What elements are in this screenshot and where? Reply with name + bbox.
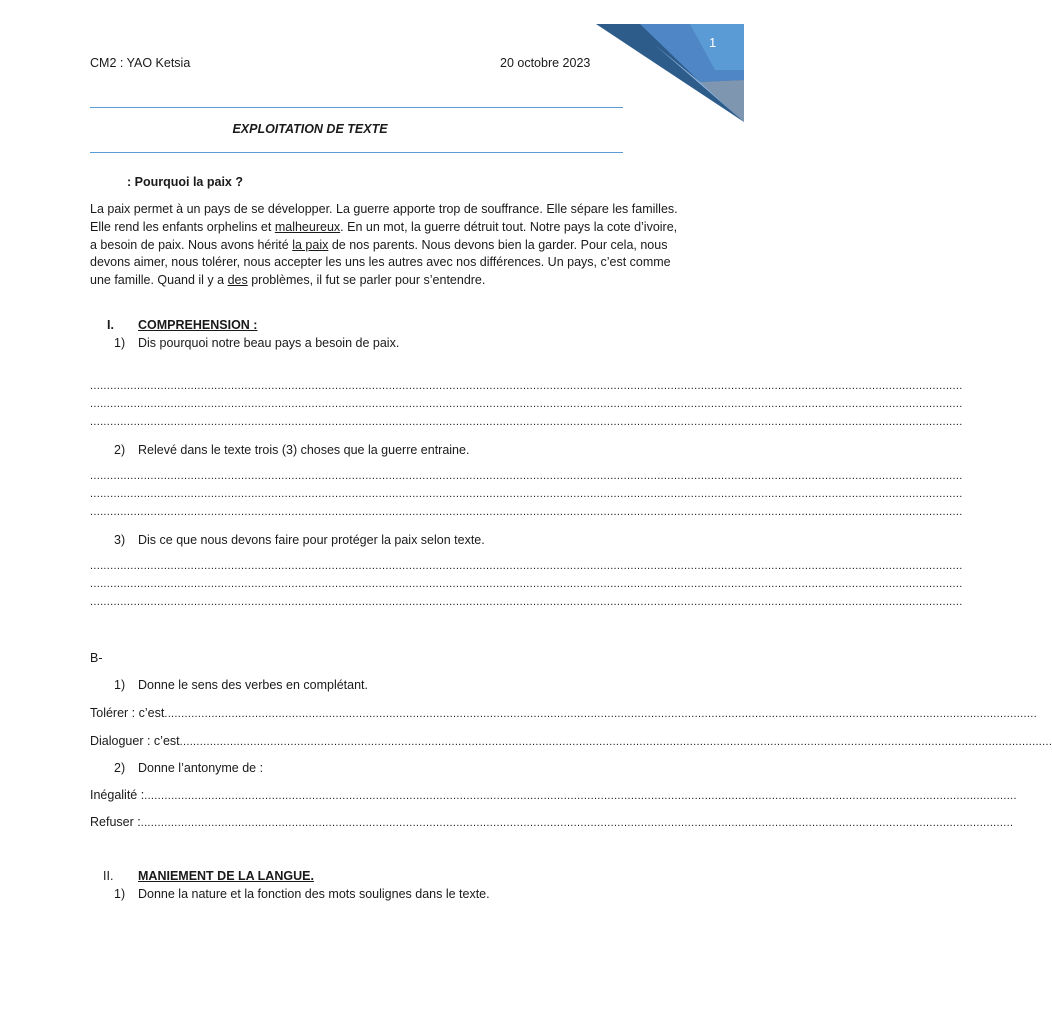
section-1-numeral: I. xyxy=(107,318,114,332)
question-number: 1) xyxy=(114,678,126,692)
question-number: 2) xyxy=(114,761,126,775)
refuser-answer-line[interactable]: Refuser :.................................................................................................................................................................................................................................................................... xyxy=(90,815,1014,829)
question-number: 1) xyxy=(114,887,126,901)
question-number: 1) xyxy=(114,336,126,350)
section-b-label: B- xyxy=(90,651,103,665)
question-text: Donne le sens des verbes en complétant. xyxy=(138,678,368,692)
answer-line[interactable]: .................................................................................................................................................................................................................................................................... xyxy=(90,470,963,482)
date-label: 20 octobre 2023 xyxy=(500,56,591,70)
question-text: Donne l’antonyme de : xyxy=(138,761,264,775)
question-number: 2) xyxy=(114,443,126,457)
question-text: Relevé dans le texte trois (3) choses que la guerre entraine. xyxy=(138,443,470,457)
title-rule-bottom xyxy=(90,152,623,153)
dialoguer-answer-line[interactable]: Dialoguer : c’est.................................................................................................................................................................................................................................................................... xyxy=(90,734,1052,748)
underlined-word-malheureux: malheureux xyxy=(274,219,341,234)
answer-line[interactable]: .................................................................................................................................................................................................................................................................... xyxy=(90,416,963,428)
answer-line[interactable]: .................................................................................................................................................................................................................................................................... xyxy=(90,506,963,518)
underlined-word-la-paix: la paix xyxy=(292,237,329,252)
answer-line[interactable]: .................................................................................................................................................................................................................................................................... xyxy=(90,380,963,392)
answer-line[interactable]: .................................................................................................................................................................................................................................................................... xyxy=(90,398,963,410)
inegalite-answer-line[interactable]: Inégalité :.................................................................................................................................................................................................................................................................... xyxy=(90,788,1017,802)
section-1-heading: COMPREHENSION : xyxy=(138,318,258,332)
text-title: : Pourquoi la paix ? xyxy=(127,175,243,189)
answer-line[interactable]: .................................................................................................................................................................................................................................................................... xyxy=(90,596,963,608)
title-rule-top xyxy=(90,107,623,108)
question-number: 3) xyxy=(114,533,126,547)
section-2-heading: MANIEMENT DE LA LANGUE. xyxy=(138,869,314,883)
question-text: Dis ce que nous devons faire pour protéger la paix selon texte. xyxy=(138,533,485,547)
answer-line[interactable]: .................................................................................................................................................................................................................................................................... xyxy=(90,560,963,572)
page-title: EXPLOITATION DE TEXTE xyxy=(232,122,388,136)
answer-line[interactable]: .................................................................................................................................................................................................................................................................... xyxy=(90,488,963,500)
answer-line[interactable]: .................................................................................................................................................................................................................................................................... xyxy=(90,578,963,590)
question-text: Dis pourquoi notre beau pays a besoin de paix. xyxy=(138,336,400,350)
page-number: 1 xyxy=(709,35,717,50)
question-text: Donne la nature et la fonction des mots soulignes dans le texte. xyxy=(138,887,490,901)
underlined-word-des: des xyxy=(227,273,248,288)
section-2-numeral: II. xyxy=(103,869,114,883)
reading-passage: La paix permet à un pays de se développer. La guerre apporte trop de souffrance. Elle sépare les familles. Elle rend les enfants orphelins et malheureux. En un mot, la guerre détruit tout. Notre pays la cote d’ivoire, a besoin de paix. Nous avons hérité la paix de nos parents. Nous devons bien la garder. Pour cela, nous devons aimer, nous tolérer, nous accepter les uns les autres avec nos différences. Un pays, c’est comme une famille. Quand il y a des problèmes, il fut se parler pour s’entendre. xyxy=(90,202,678,288)
class-student-label: CM2 : YAO Ketsia xyxy=(90,56,191,70)
tolerer-answer-line[interactable]: Tolérer : c’est.................................................................................................................................................................................................................................................................... xyxy=(90,706,1037,720)
